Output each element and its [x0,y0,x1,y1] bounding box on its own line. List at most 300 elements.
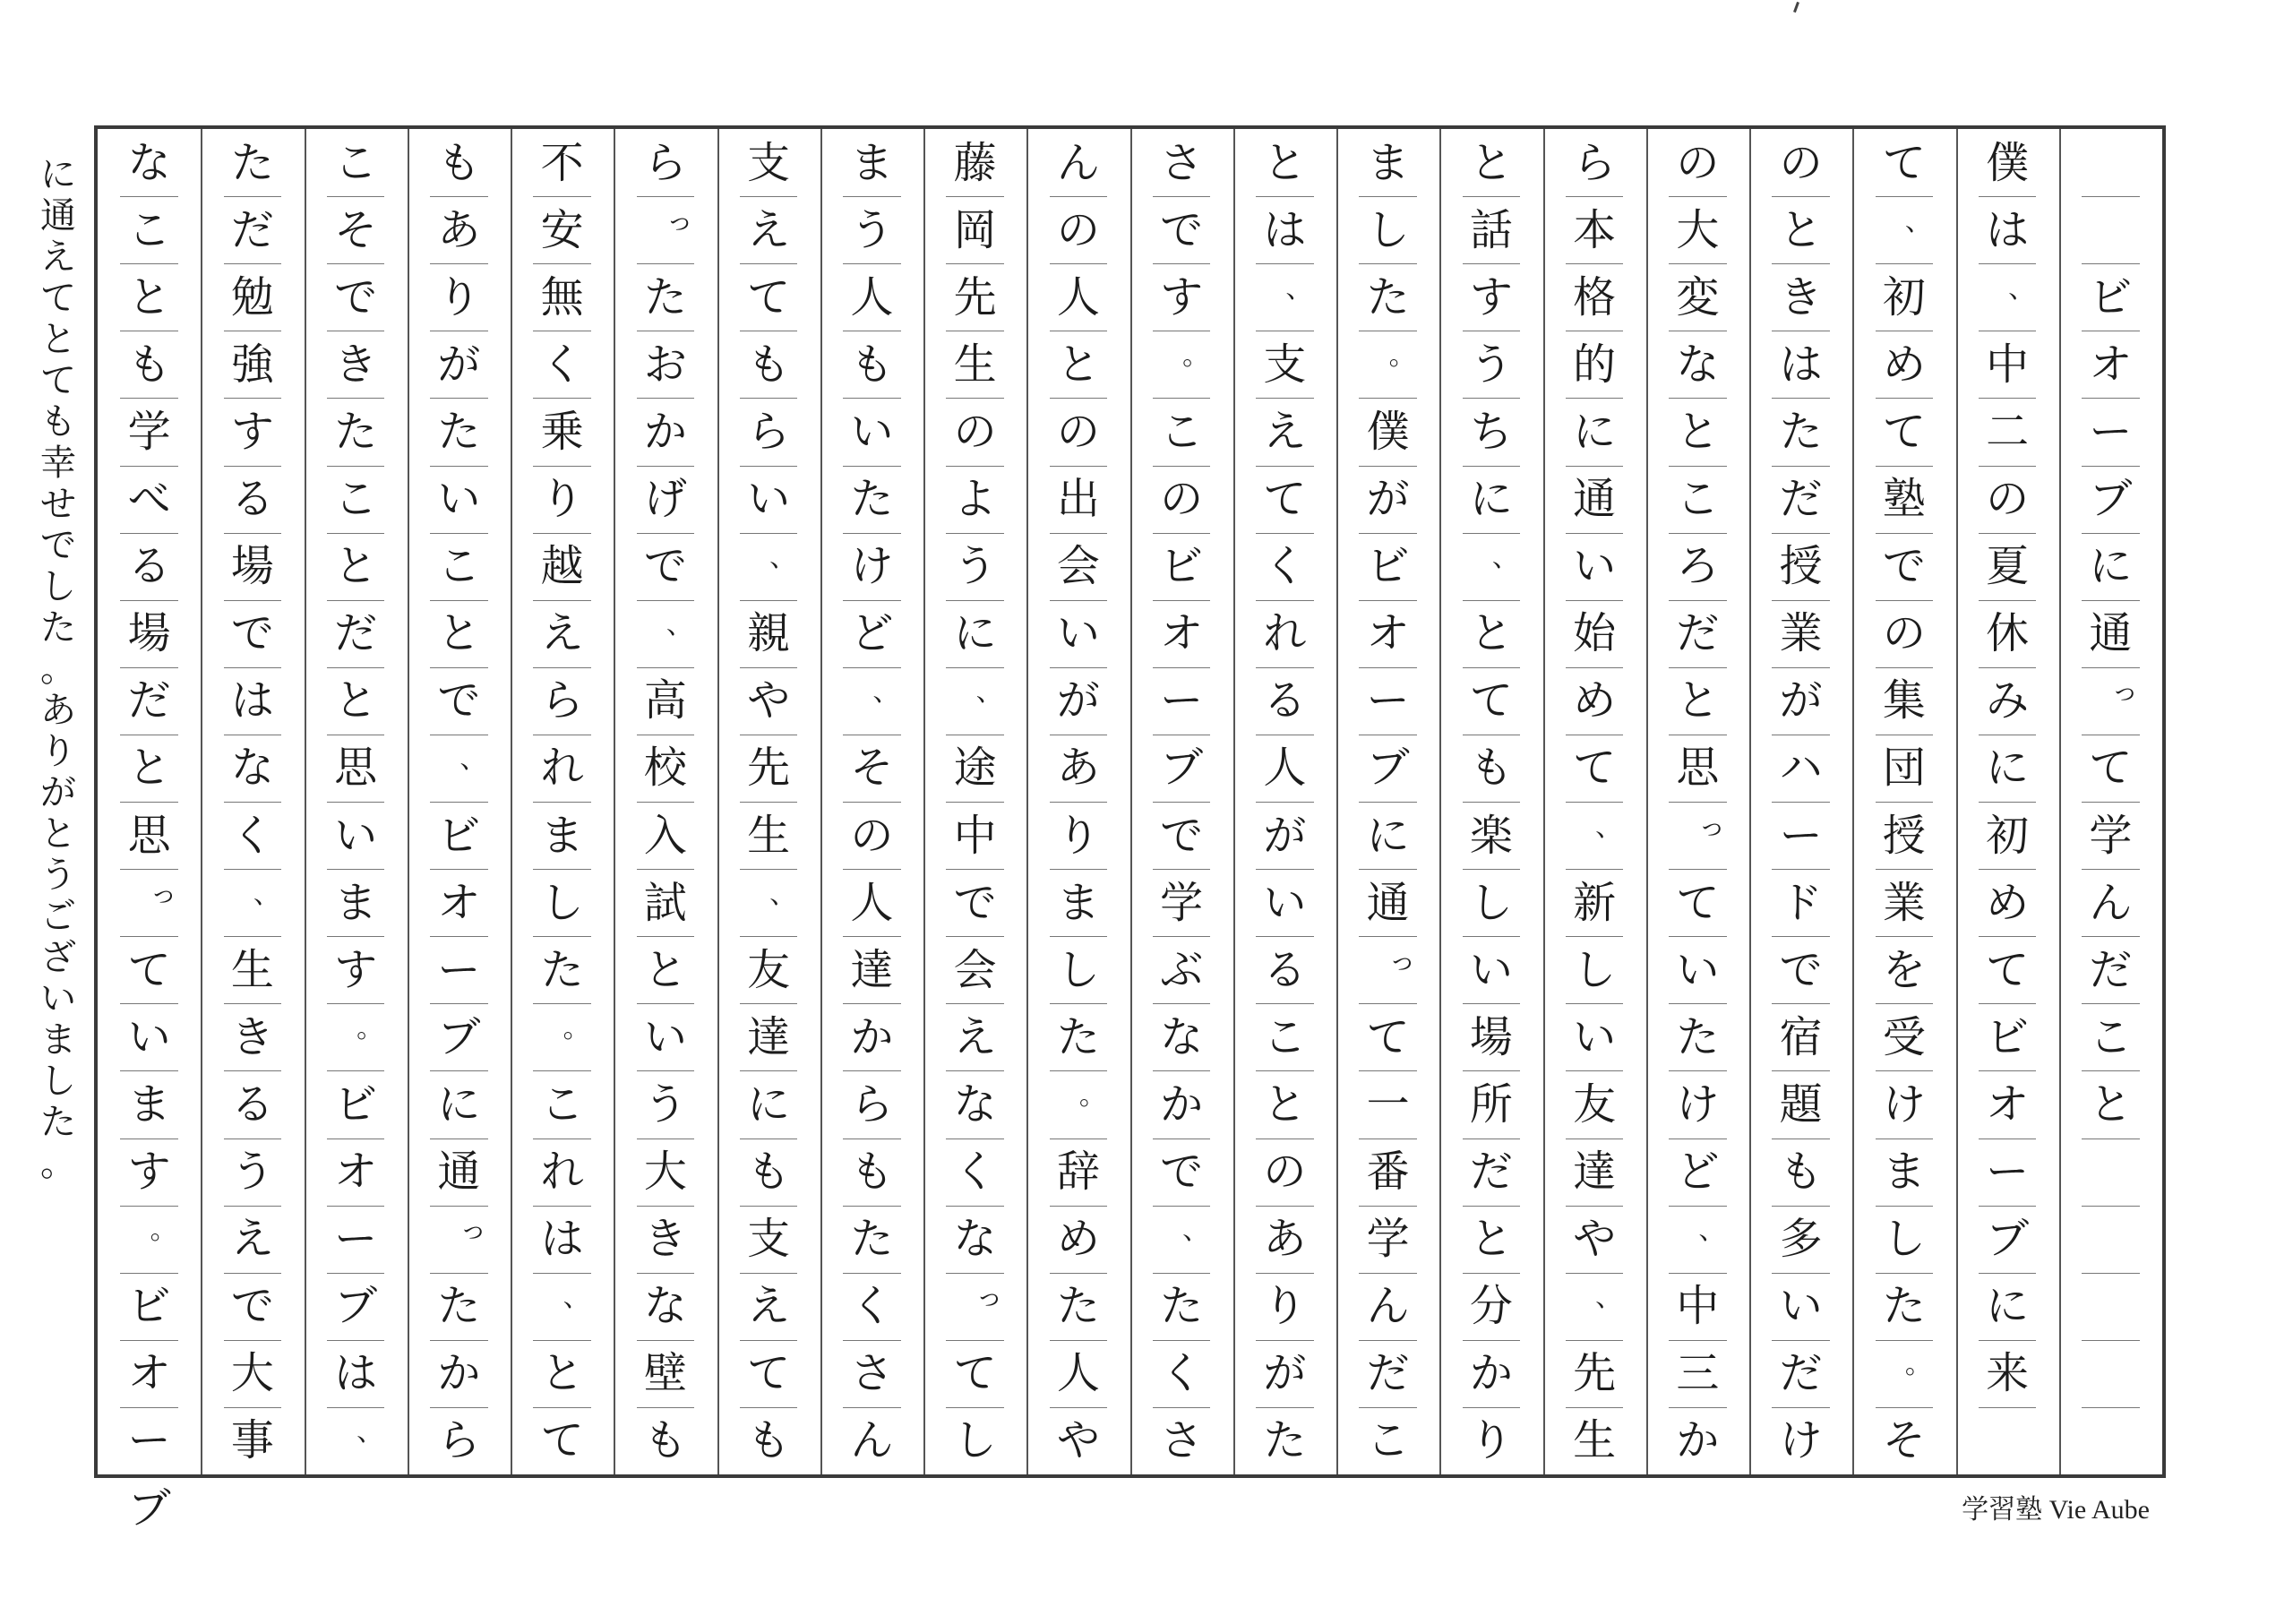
cell-rule [1359,263,1417,264]
cell-rule [1050,263,1108,264]
cell-rule [327,802,385,803]
essay-char: す [127,1147,171,1198]
essay-char: 達 [747,1011,791,1062]
essay-char: て [1573,743,1617,794]
cell-rule [533,398,591,399]
essay-char: だ [127,675,171,726]
essay-char: 生 [747,810,791,861]
essay-char: 。 [563,1012,590,1044]
cell-rule [430,533,488,534]
essay-char: か [850,1011,894,1062]
cell-rule [1050,600,1108,601]
cell-rule [1566,1340,1624,1341]
cell-rule [1772,1273,1830,1274]
essay-char: ち [1469,406,1513,457]
essay-char: す [1160,271,1204,322]
cell-rule [2082,869,2140,870]
cell-rule [1463,1273,1521,1274]
essay-char: っ [1388,945,1416,977]
essay-char: っ [150,878,177,910]
cell-rule [1463,1003,1521,1004]
cell-rule [533,869,591,870]
essay-char: 的 [1573,339,1617,390]
cell-rule [1876,1070,1934,1071]
essay-column [1749,129,1852,1474]
cell-rule [1359,1273,1417,1274]
essay-char: 、 [1595,1282,1623,1314]
essay-char: 生 [953,339,997,390]
cell-rule [2082,1003,2140,1004]
essay-char: と [127,743,171,794]
essay-char: ぶ [1160,944,1204,995]
cell-rule [1256,466,1314,467]
essay-column [1956,129,2059,1474]
essay-char: 友 [1573,1078,1617,1130]
cell-rule [1359,1407,1417,1408]
cell-rule [1772,1340,1830,1341]
cell-rule [1359,398,1417,399]
essay-char: え [747,1281,791,1332]
cell-rule [1050,869,1108,870]
cell-rule [740,1340,798,1341]
cell-rule [1566,263,1624,264]
cell-rule [430,869,488,870]
essay-column [1336,129,1439,1474]
essay-char: ま [1056,877,1100,928]
cell-rule [1256,1273,1314,1274]
essay-char: 、 [253,878,280,910]
cell-rule [2082,802,2140,803]
essay-char: 場 [230,541,274,592]
cell-rule [1463,1070,1521,1071]
essay-char: は [230,675,274,726]
cell-rule [740,196,798,197]
essay-char: 格 [1573,271,1617,322]
cell-rule [740,1273,798,1274]
cell-rule [224,936,282,937]
essay-char: な [1160,1011,1204,1062]
cell-rule [1566,1003,1624,1004]
essay-char: た [850,474,894,525]
cell-rule [533,802,591,803]
essay-char: ま [1882,1147,1926,1198]
essay-char: や [747,675,791,726]
cell-rule [120,263,178,264]
essay-column [820,129,923,1474]
essay-char: し [1882,1214,1926,1265]
essay-char: い [334,810,378,861]
essay-char: で [1160,810,1204,861]
essay-char: も [850,1147,894,1198]
essay-char: な [643,1281,687,1332]
essay-char: 人 [850,271,894,322]
cell-rule [1876,1003,1934,1004]
essay-char: 業 [1779,608,1823,659]
cell-rule [120,1407,178,1408]
cell-rule [120,936,178,937]
cell-rule [120,1206,178,1207]
essay-char: 会 [953,944,997,995]
essay-char: さ [1160,1415,1204,1466]
essay-char: 受 [1882,1011,1926,1062]
essay-column [1233,129,1336,1474]
cell-rule [843,1340,901,1341]
cell-rule [2082,936,2140,937]
cell-rule [1979,533,2037,534]
essay-char: 生 [230,944,274,995]
essay-char: ブ [1986,1214,2030,1265]
essay-char: お [643,339,687,390]
essay-char: こ [1160,406,1204,457]
essay-char: た [850,1214,894,1265]
essay-char: が [1263,810,1307,861]
essay-char: よ [953,474,997,525]
cell-rule [1153,1407,1211,1408]
cell-rule [1979,196,2037,197]
essay-char: 達 [1573,1147,1617,1198]
cell-rule [1463,1340,1521,1341]
essay-char: 、 [459,743,487,776]
essay-char: ビ [1160,541,1204,592]
margin-char: 通 [40,195,76,236]
essay-char: 会 [1056,541,1100,592]
cell-rule [1256,1407,1314,1408]
essay-char: 通 [1573,474,1617,525]
essay-char: 来 [1986,1348,2030,1399]
essay-char: い [437,474,481,525]
cell-rule [224,466,282,467]
cell-rule [327,600,385,601]
cell-rule [1979,466,2037,467]
essay-char: ん [1366,1281,1410,1332]
cell-rule [327,936,385,937]
cell-rule [1669,263,1727,264]
essay-char: ら [747,406,791,457]
cell-rule [1566,667,1624,668]
cell-rule [946,1273,1004,1274]
essay-char: 藤 [953,137,997,188]
cell-rule [1876,936,1934,937]
essay-char: り [1056,810,1100,861]
essay-char: 出 [1056,474,1100,525]
essay-char: え [540,608,584,659]
essay-char: い [1779,1281,1823,1332]
essay-char: た [1160,1281,1204,1332]
cell-rule [1256,533,1314,534]
essay-char: ん [2089,877,2133,928]
cell-rule [946,1407,1004,1408]
cell-rule [946,1003,1004,1004]
cell-rule [843,398,901,399]
cell-rule [2082,196,2140,197]
essay-char: 思 [1676,743,1720,794]
cell-rule [843,533,901,534]
essay-char: め [1056,1214,1100,1265]
essay-char: の [1056,204,1100,255]
cell-rule [637,533,695,534]
cell-rule [1153,263,1211,264]
essay-char: で [230,608,274,659]
cell-rule [740,1070,798,1071]
cell-rule [1463,802,1521,803]
cell-rule [327,263,385,264]
essay-char: 大 [1676,204,1720,255]
cell-rule [637,1273,695,1274]
essay-char: た [1882,1281,1926,1332]
essay-char: ら [540,675,584,726]
cell-rule [740,466,798,467]
cell-rule [224,1206,282,1207]
cell-rule [1979,936,2037,937]
essay-char: 授 [1882,810,1926,861]
cell-rule [1772,1206,1830,1207]
essay-char: ー [2089,406,2133,457]
essay-char: と [1469,1214,1513,1265]
cell-rule [1669,1206,1727,1207]
cell-rule [1153,802,1211,803]
cell-rule [1050,533,1108,534]
essay-char: と [1469,137,1513,188]
essay-char: ー [1160,675,1204,726]
cell-rule [1669,869,1727,870]
essay-char: ビ [437,810,481,861]
cell-rule [120,398,178,399]
essay-char: は [1779,339,1823,390]
essay-char: だ [1366,1348,1410,1399]
cell-rule [740,263,798,264]
essay-char: や [1056,1415,1100,1466]
essay-char: た [540,944,584,995]
essay-char: く [230,810,274,861]
cell-rule [637,263,695,264]
margin-char: て [40,278,76,319]
cell-rule [2082,1340,2140,1341]
cell-rule [740,1003,798,1004]
essay-char: ら [643,137,687,188]
essay-char: て [1882,137,1926,188]
essay-char: 休 [1986,608,2030,659]
cell-rule [533,667,591,668]
essay-char: が [437,339,481,390]
essay-char: 強 [230,339,274,390]
margin-char: 。 [40,1143,76,1184]
cell-rule [946,869,1004,870]
cell-rule [533,263,591,264]
essay-char: し [1056,944,1100,995]
cell-rule [1876,533,1934,534]
essay-char: 事 [230,1415,274,1466]
essay-char: 先 [953,271,997,322]
essay-char: 通 [1366,877,1410,928]
cell-rule [1050,1407,1108,1408]
cell-rule [1979,1407,2037,1408]
essay-char: 、 [666,609,693,641]
essay-char: 乗 [540,406,584,457]
cell-rule [1876,1407,1934,1408]
cell-rule [120,1070,178,1071]
essay-char: だ [230,204,274,255]
cell-rule [224,1070,282,1071]
cell-rule [1669,533,1727,534]
essay-char: も [747,1415,791,1466]
essay-char: ー [334,1214,378,1265]
essay-char: は [540,1214,584,1265]
cell-rule [1669,196,1727,197]
cell-rule [1566,1407,1624,1408]
margin-char: せ [40,484,76,525]
cell-rule [1669,1340,1727,1341]
essay-char: 大 [230,1348,274,1399]
essay-char: て [1469,675,1513,726]
cell-rule [1979,1273,2037,1274]
essay-char: 宿 [1779,1011,1823,1062]
essay-char: 。 [1078,1079,1106,1112]
essay-char: た [437,406,481,457]
essay-char: て [2089,743,2133,794]
essay-char: げ [643,474,687,525]
essay-char: の [1160,474,1204,525]
cell-rule [740,936,798,937]
cell-rule [1979,667,2037,668]
essay-char: 番 [1366,1147,1410,1198]
essay-char: 、 [1698,1215,1726,1247]
cell-rule [1566,1206,1624,1207]
cell-rule [1256,802,1314,803]
essay-char: く [850,1281,894,1332]
essay-char: て [1263,474,1307,525]
essay-char: く [953,1147,997,1198]
cell-rule [1050,1206,1108,1207]
essay-char: 通 [437,1147,481,1198]
essay-column [408,129,511,1474]
cell-rule [533,466,591,467]
essay-column [1130,129,1233,1474]
essay-char: て [127,944,171,995]
essay-char: ビ [1986,1011,2030,1062]
essay-char: こ [437,541,481,592]
essay-column [1646,129,1749,1474]
margin-char: て [40,360,76,401]
essay-char: ろ [1676,541,1720,592]
essay-char: 始 [1573,608,1617,659]
essay-char: オ [1366,608,1410,659]
essay-char: や [1573,1214,1617,1265]
essay-char: き [230,1011,274,1062]
essay-column [305,129,408,1474]
essay-char: た [1056,1281,1100,1332]
cell-rule [1772,1407,1830,1408]
cell-rule [1566,398,1624,399]
cell-rule [224,802,282,803]
essay-column [511,129,614,1474]
cell-rule [1153,1273,1211,1274]
essay-char: り [540,474,584,525]
cell-rule [1772,1070,1830,1071]
cell-rule [1566,869,1624,870]
cell-rule [224,1340,282,1341]
cell-rule [843,196,901,197]
essay-char: ー [127,1415,171,1466]
essay-char: こ [540,1078,584,1130]
cell-rule [1669,1003,1727,1004]
cell-rule [533,1273,591,1274]
essay-char: い [1056,608,1100,659]
cell-rule [1256,869,1314,870]
essay-char: し [953,1415,997,1466]
cell-rule [327,869,385,870]
cell-rule [1566,600,1624,601]
cell-rule [327,398,385,399]
essay-char: を [1882,944,1926,995]
essay-column [923,129,1026,1474]
essay-char: え [230,1214,274,1265]
cell-rule [740,1206,798,1207]
essay-char: 話 [1469,204,1513,255]
margin-char: も [40,401,76,443]
essay-char: 人 [850,877,894,928]
essay-char: た [1056,1011,1100,1062]
essay-char: に [1986,743,2030,794]
cell-rule [1359,600,1417,601]
essay-char: く [540,339,584,390]
essay-char: 題 [1779,1078,1823,1130]
essay-char: 、 [356,1416,384,1448]
cell-rule [843,263,901,264]
cell-rule [533,936,591,937]
margin-char: う [40,855,76,896]
cell-rule [1669,398,1727,399]
cell-rule [1772,802,1830,803]
essay-char: っ [975,1282,1003,1314]
essay-char: き [334,339,378,390]
cell-rule [2082,1407,2140,1408]
essay-char: か [1676,1415,1720,1466]
essay-char: 団 [1882,743,1926,794]
essay-char: に [1366,810,1410,861]
cell-rule [843,466,901,467]
cell-rule [1050,398,1108,399]
cell-rule [1256,1206,1314,1207]
cell-rule [1153,936,1211,937]
essay-char: オ [437,877,481,928]
margin-char: ざ [40,937,76,978]
essay-char: に [2089,541,2133,592]
cell-rule [1772,600,1830,601]
cell-rule [1359,1070,1417,1071]
essay-char: の [1779,137,1823,188]
cell-rule [1876,1340,1934,1341]
cell-rule [327,466,385,467]
cell-rule [843,802,901,803]
essay-char: い [1573,541,1617,592]
essay-char: え [953,1011,997,1062]
essay-char: 中 [953,810,997,861]
essay-char: 業 [1882,877,1926,928]
essay-char: も [1779,1147,1823,1198]
essay-char: け [850,541,894,592]
essay-char: は [1263,204,1307,255]
essay-char: か [1469,1348,1513,1399]
essay-char: た [1366,271,1410,322]
essay-char: 安 [540,204,584,255]
essay-char: て [1366,1011,1410,1062]
cell-rule [1153,1340,1211,1341]
essay-char: な [1676,339,1720,390]
cell-rule [533,1070,591,1071]
essay-char: と [334,675,378,726]
essay-char: あ [1263,1214,1307,1265]
essay-column [614,129,717,1474]
